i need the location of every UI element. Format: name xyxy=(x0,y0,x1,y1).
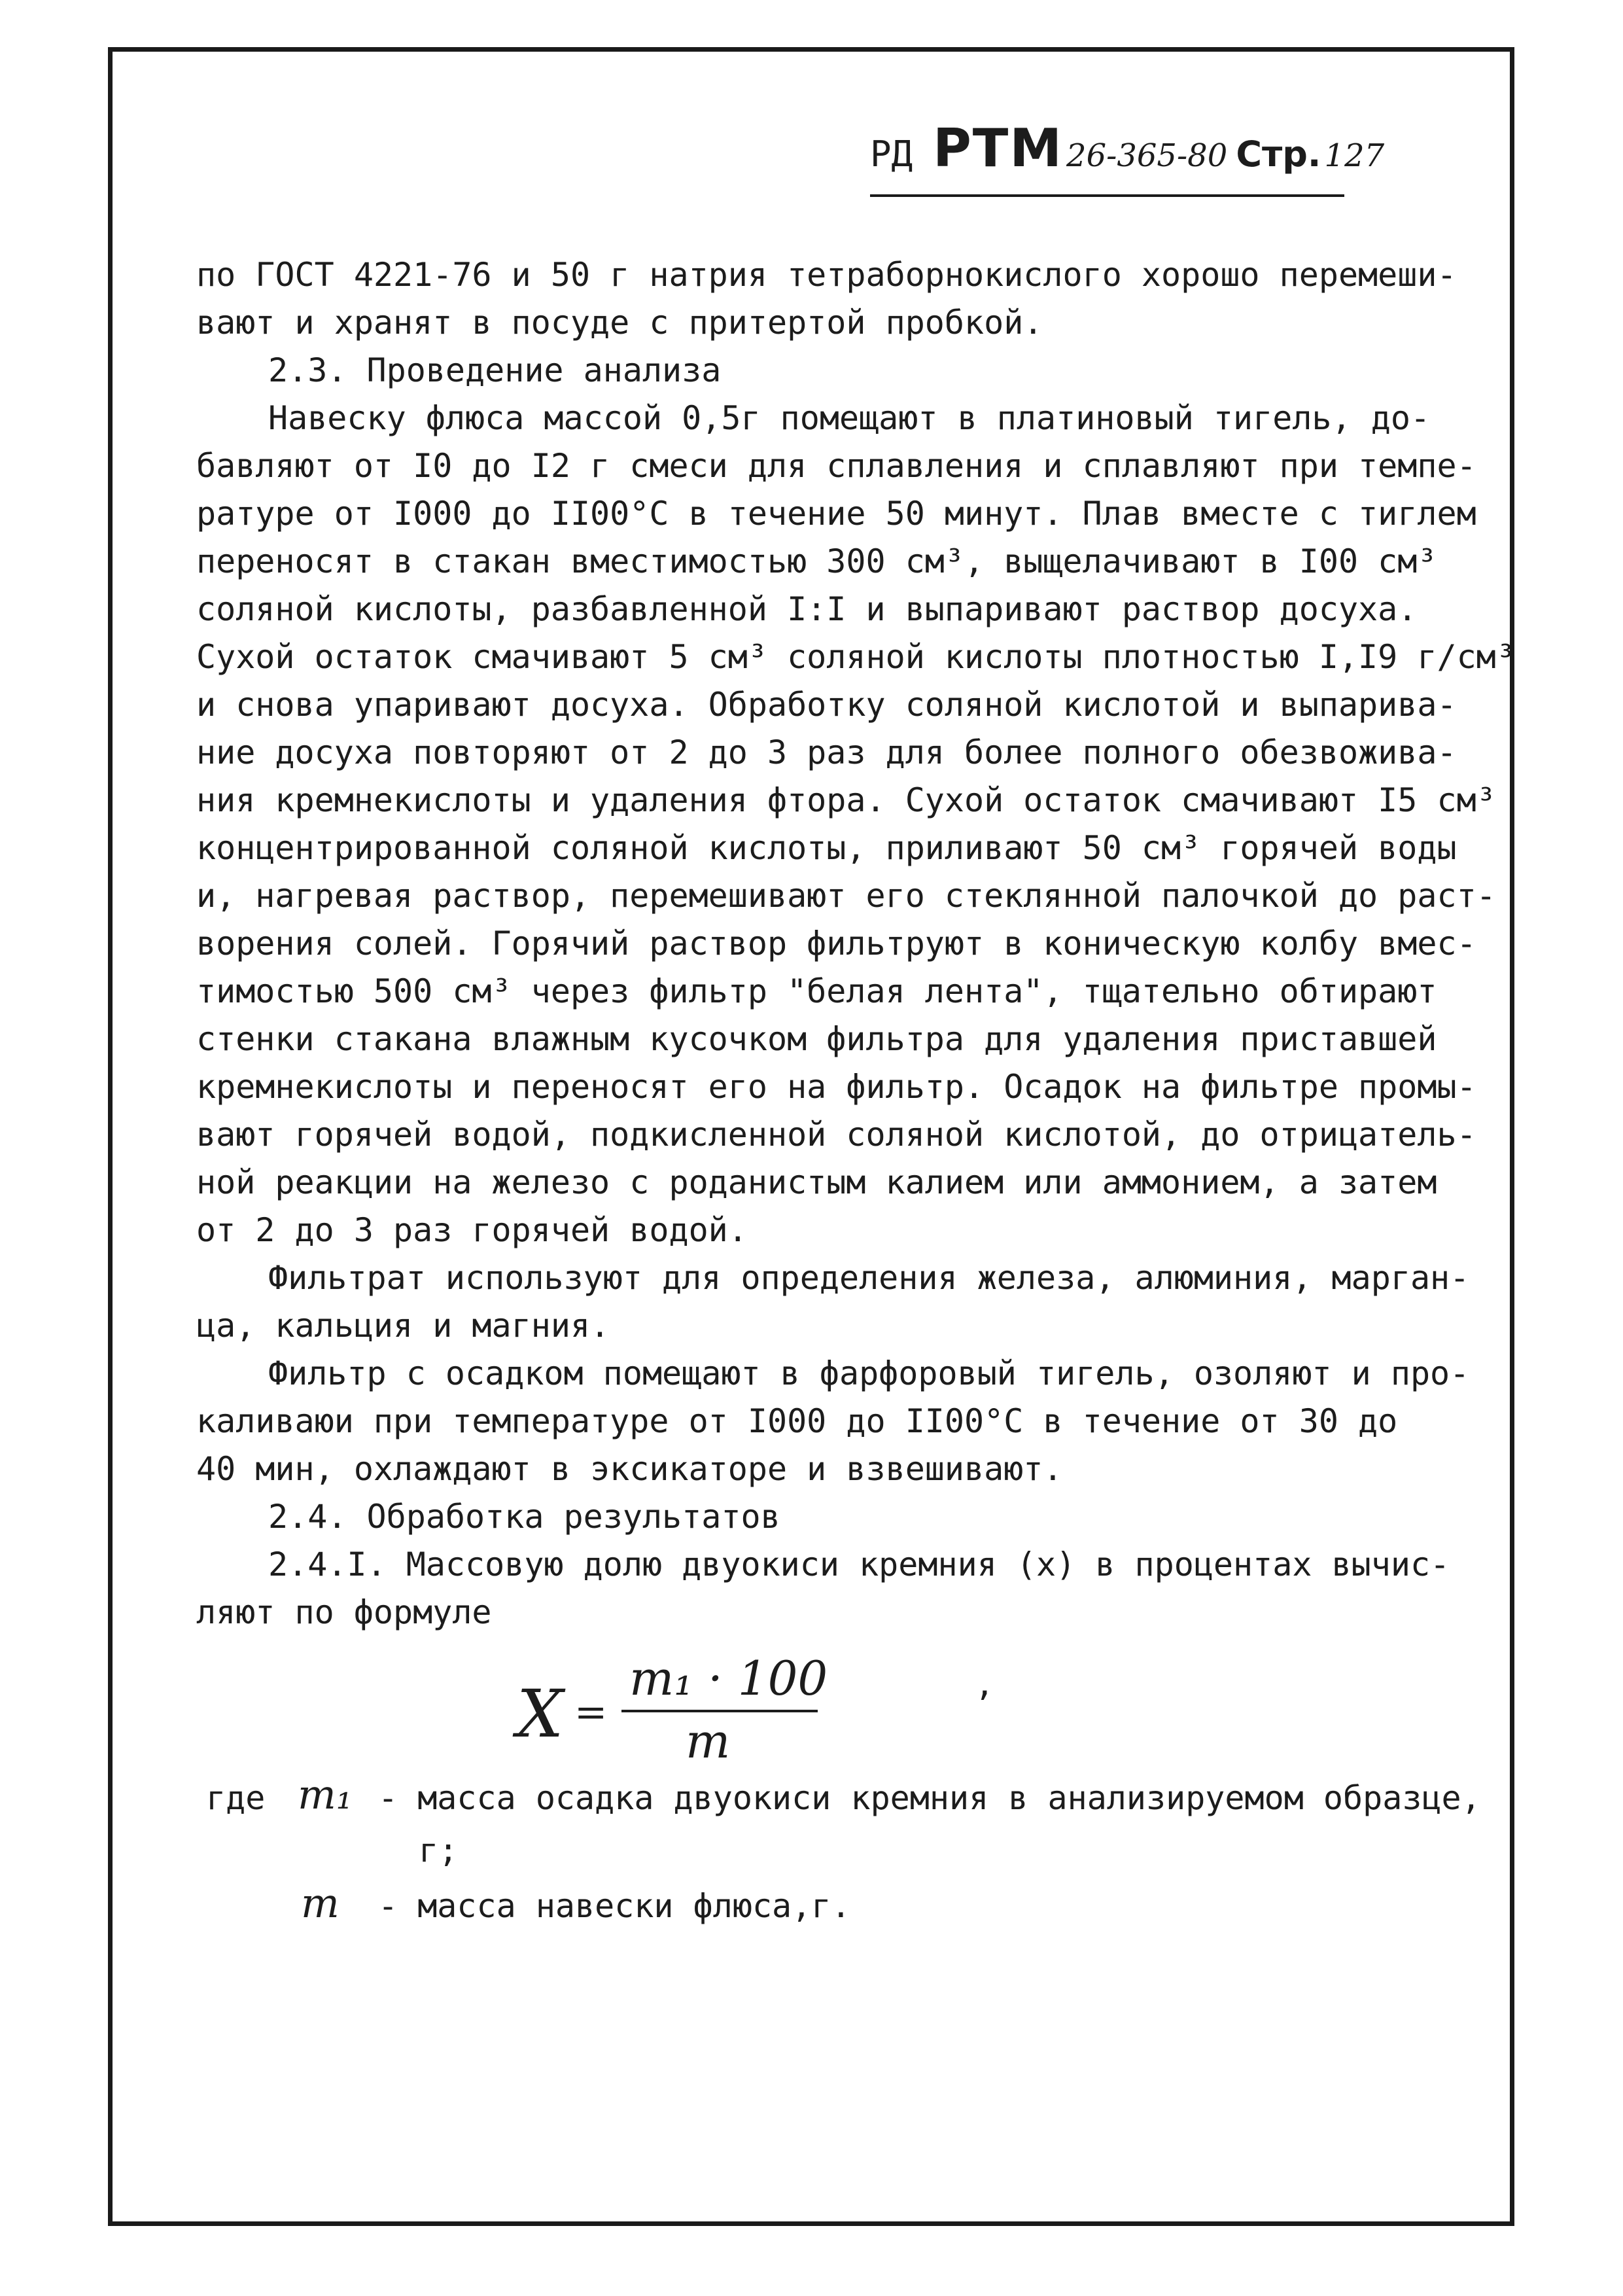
header-page-number: 127 xyxy=(1324,137,1385,174)
fraction-bar xyxy=(621,1710,818,1712)
formula-lhs: X xyxy=(517,1676,564,1752)
where-label: где xyxy=(206,1779,266,1817)
document-header xyxy=(870,118,1384,179)
text-line: по ГОСТ 4221-76 и 50 г натрия тетраборнокислого хорошо перемеши- xyxy=(196,256,1457,294)
definition-m1: - масса осадка двуокиси кремния в анализируемом образце, xyxy=(378,1779,1481,1817)
header-prefix: РД xyxy=(870,133,913,175)
text-line: тимостью 500 см³ через фильтр "белая лента", тщательно обтирают xyxy=(196,972,1437,1010)
text-line: кремнекислоты и переносят его на фильтр. Осадок на фильтре промы- xyxy=(196,1068,1476,1106)
text-line: 2.4.I. Массовую долю двуокиси кремния (х) в процентах вычис- xyxy=(268,1545,1450,1583)
text-line: концентрированной соляной кислоты, приливают 50 см³ горячей воды xyxy=(196,829,1457,867)
text-line: переносят в стакан вместимостью 300 см³, выщелачивают в I00 см³ xyxy=(196,542,1437,580)
section-heading: 2.3. Проведение анализа xyxy=(268,351,722,389)
symbol-m: m xyxy=(301,1879,340,1927)
text-line: от 2 до 3 раз горячей водой. xyxy=(196,1211,748,1249)
definition-m: - масса навески флюса,г. xyxy=(378,1887,851,1925)
definition-m1-continued: г; xyxy=(419,1831,459,1869)
text-line: каливаюи при температуре от I000 до II00°С в течение от 30 до xyxy=(196,1402,1398,1440)
formula xyxy=(517,1652,883,1770)
text-line: ворения солей. Горячий раствор фильтруют в коническую колбу вмес- xyxy=(196,925,1476,963)
text-line: вают и хранят в посуде с притертой пробкой. xyxy=(196,304,1043,342)
text-line: ние досуха повторяют от 2 до 3 раз для более полного обезвожива- xyxy=(196,733,1457,771)
text-line: и, нагревая раствор, перемешивают его стеклянной палочкой до раст- xyxy=(196,877,1496,915)
text-line: Фильтрат используют для определения железа, алюминия, марган- xyxy=(268,1259,1470,1297)
text-line: ратуре от I000 до II00°С в течение 50 минут. Плав вместе с тиглем xyxy=(196,495,1476,533)
text-line: 40 мин, охлаждают в эксикаторе и взвешивают. xyxy=(196,1450,1063,1488)
text-line: ца, кальция и магния. xyxy=(196,1307,610,1345)
formula-denominator: m xyxy=(686,1714,731,1769)
header-code: РТМ xyxy=(933,118,1063,179)
formula-comma: , xyxy=(975,1665,995,1703)
formula-equals: = xyxy=(574,1689,608,1735)
text-line: соляной кислоты, разбавленной I:I и выпаривают раствор досуха. xyxy=(196,590,1418,628)
text-line: ния кремнекислоты и удаления фтора. Сухой остаток смачивают I5 см³ xyxy=(196,781,1496,819)
header-page-label: Стр. xyxy=(1236,133,1321,175)
text-line: ной реакции на железо с роданистым калием или аммонием, а затем xyxy=(196,1163,1437,1201)
header-number: 26-365-80 xyxy=(1066,137,1228,174)
text-line: и снова упаривают досуха. Обработку соляной кислотой и выпарива- xyxy=(196,686,1457,724)
header-underline xyxy=(870,194,1344,197)
text-line: вают горячей водой, подкисленной соляной кислотой, до отрицатель- xyxy=(196,1116,1476,1154)
text-line: Фильтр с осадком помещают в фарфоровый тигель, озоляют и про- xyxy=(268,1354,1470,1392)
formula-numerator: m₁ · 100 xyxy=(629,1651,828,1706)
text-line: ляют по формуле xyxy=(196,1593,492,1631)
text-line: Сухой остаток смачивают 5 см³ соляной кислоты плотностью I,I9 г/см³ xyxy=(196,638,1516,676)
symbol-m1: m₁ xyxy=(298,1771,353,1818)
section-heading: 2.4. Обработка результатов xyxy=(268,1498,780,1536)
text-line: стенки стакана влажным кусочком фильтра для удаления приставшей xyxy=(196,1020,1437,1058)
text-line: Навеску флюса массой 0,5г помещают в платиновый тигель, до- xyxy=(268,399,1431,437)
text-line: бавляют от I0 до I2 г смеси для сплавления и сплавляют при темпе- xyxy=(196,447,1476,485)
